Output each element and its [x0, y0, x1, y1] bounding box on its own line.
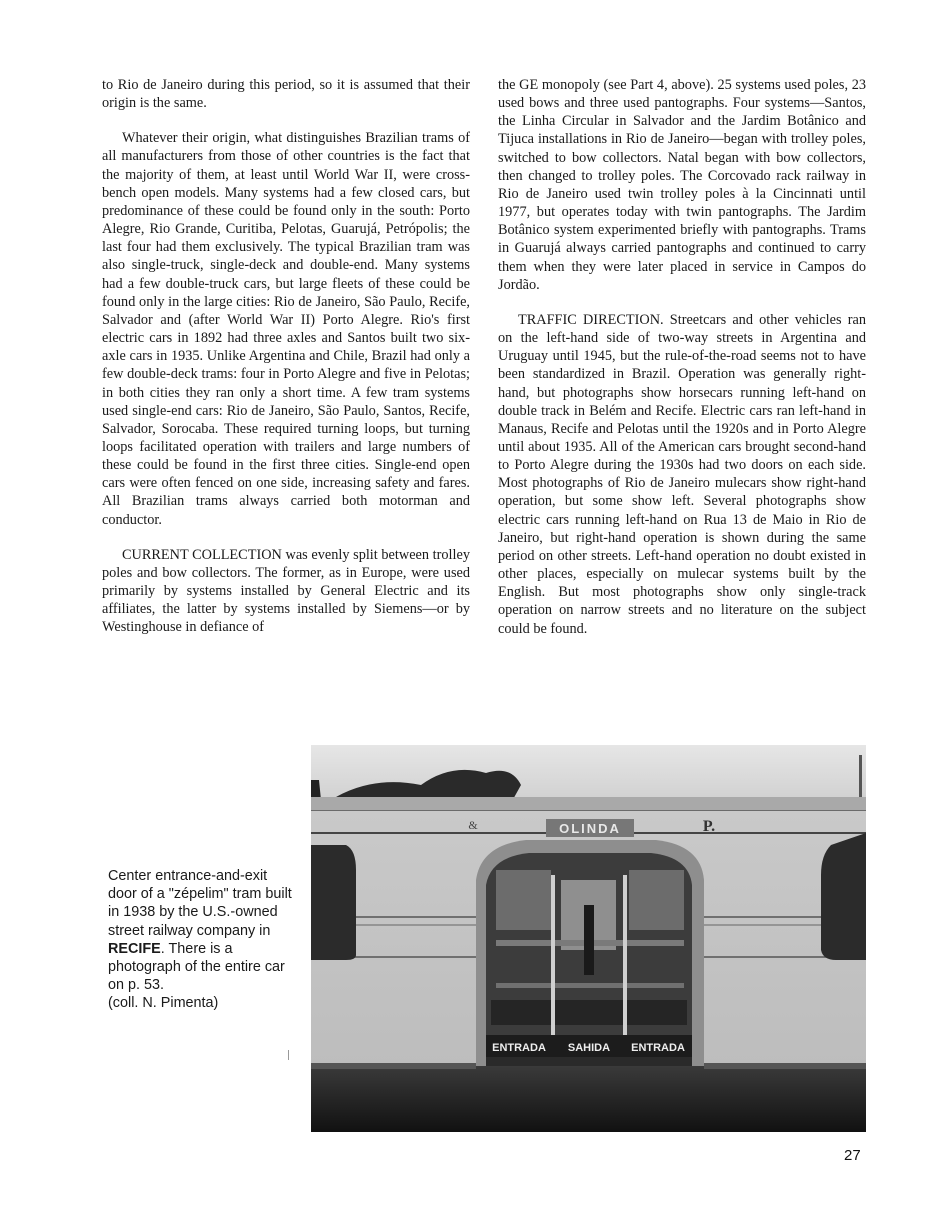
photo-caption [108, 867, 298, 1013]
tram-photo [311, 745, 866, 1132]
left-paragraph-2: Whatever their origin, what distinguishes Brazilian trams of all manufacturers from those of other countries is the fact that the majority of them, at least until World War II, were cross-bench open models. Many systems had a few closed cars, but predominance of these could be found only in the south: Porto Alegre, Rio Grande, Curitiba, Pelotas, Guarujá, Petrópolis; the last four had them exclusively. The typical Brazilian tram was also single-truck, single-deck and double-end. Many systems had a few double-truck cars, but large fleets of these could be found only in the large cities: Rio de Janeiro, São Paulo, Recife, Salvador and (after World War II) Porto Alegre. Rio's first electric cars in 1892 had three axles and Santos built two six-axle cars in 1935. Unlike Argentina and Chile, Brazil had only a few double-deck trams: four in Porto Alegre and five in Pelotas; in both cities they ran only a short time. A few tram systems used single-end cars: Rio de Janeiro, São Paulo, Santos, Recife, Salvador, Sorocaba. These required turning loops, but turning loops facilitated operation with trailers and large numbers of these could be found in the first three cities. Single-end open cars were often fenced on one side, increasing safety and fares. All Brazilian trams always carried both motorman and conductor. [102, 130, 470, 528]
left-paragraph-3: CURRENT COLLECTION was evenly split between trolley poles and bow collectors. The former, as in Europe, were used primarily by systems installed by General Electric and its affiliates, the latter by systems installed by Siemens—or by Westinghouse in defiance of [102, 546, 470, 636]
caption-text: Center entrance-and-exit door of a "zépelim" tram built in 1938 by the U.S.-owned street railway company in [108, 868, 292, 939]
right-paragraph-2: TRAFFIC DIRECTION. Streetcars and other vehicles ran on the left-hand side of two-way streets in Argentina and Uruguay until 1945, but the rule-of-the-road seems not to have been standardized in Brazil. Operation was generally right-hand, but photographs show horsecars running left-hand on double track in Belém and Recife. Electric cars ran left-hand in Manaus, Recife and Pelotas until the 1920s and in Porto Alegre until about 1935. All of the American cars brought second-hand to Porto Alegre during the 1930s had two doors on each side. Most photographs of Rio de Janeiro mulecars show right-hand operation, but some show left. Several photographs show electric cars running left-hand on Rua 13 de Maio in Rio de Janeiro, but right-hand operation is shown during the same period on other streets. Left-hand operation no doubt existed in other places, especially on mulecar systems built by the English. But most photographs show only single-track operation on narrow streets and no literature on the subject could be found. [498, 311, 866, 637]
left-column [102, 76, 470, 654]
right-column [498, 76, 866, 655]
door-label-left: ENTRADA [492, 1042, 546, 1054]
destination-sign: OLINDA [559, 821, 621, 836]
caption-text-end: . There is a photograph of the entire car on p. 53. [108, 940, 285, 994]
right-paragraph-1: the GE monopoly (see Part 4, above). 25 systems used poles, 23 used bows and three used pantographs. Four systems—Santos, the Linha Circular in Salvador and the Jardim Botânico and Tijuca installations in Rio de Janeiro—began with trolley poles, switched to bow collectors. Natal began with bow collectors, then changed to trolley poles. The Corcovado rack railway in Rio de Janeiro used twin trolley poles à la Cincinnati until 1977, but operates today with twin pantographs. The Jardim Botânico system experimented briefly with pantographs. Trams in Guarujá always carried pantographs and continued to carry them when they were later placed in service in Campos do Jordão. [498, 77, 866, 293]
caption-city: RECIFE [108, 940, 161, 957]
car-letter-left: & [468, 818, 478, 832]
door-label-right: ENTRADA [631, 1042, 685, 1054]
car-letter-right: P. [702, 818, 716, 835]
tram-photo-drawing [311, 745, 866, 1132]
caption-credit: (coll. N. Pimenta) [108, 995, 219, 1012]
stray-mark [288, 1050, 289, 1060]
page-number: 27 [844, 1147, 861, 1164]
left-paragraph-1: to Rio de Janeiro during this period, so it is assumed that their origin is the same. [102, 77, 470, 112]
door-label-center: SAHIDA [567, 1042, 611, 1054]
